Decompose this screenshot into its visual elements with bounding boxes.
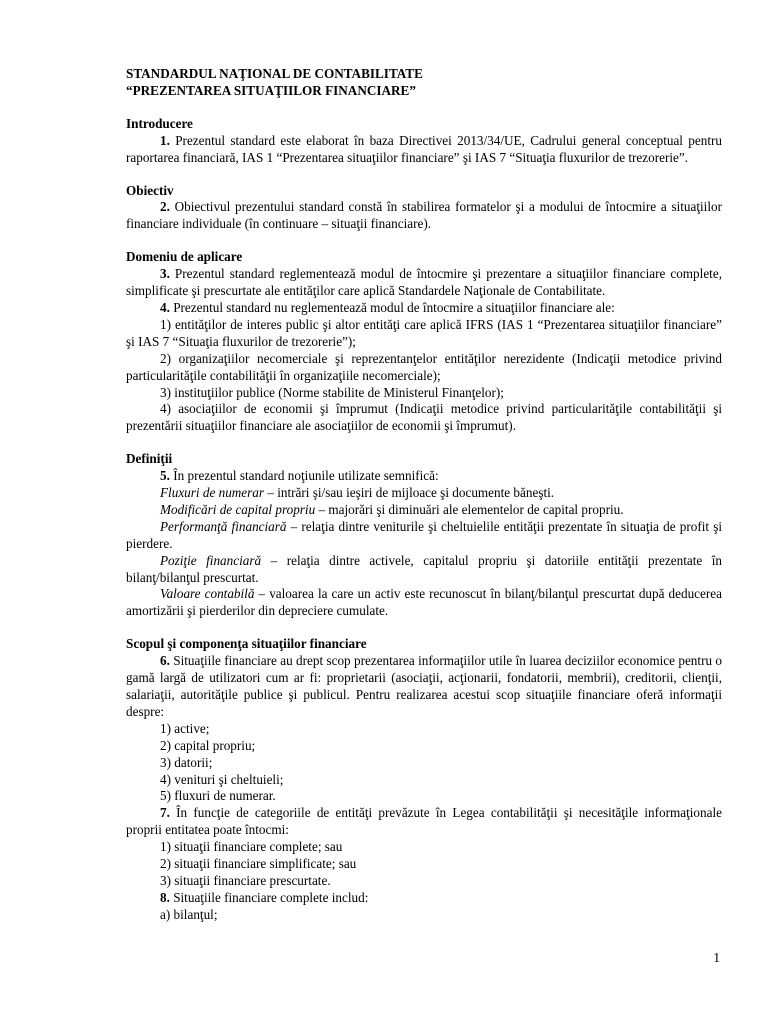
list-item: 3) situaţii financiare prescurtate. [160,872,331,888]
list-item: 4) asociaţiilor de economii şi împrumut (Indicaţii metodice privind particularităţile contabilităţii şi prezentării situaţiilor financiare ale asociaţiilor de economii şi împrumut). [126,401,722,434]
list-item: 1) entităţilor de interes public şi altor entităţi care aplică IFRS (IAS 1 “Prezentarea situaţiilor financiare” şi IAS 7 “Situaţia fluxurilor de trezorerie”); [126,316,722,349]
heading-scop: Scopul şi componenţa situaţiilor financiare [126,636,367,652]
paragraph-text: Obiectivul prezentului standard constă în stabilirea formatelor şi a modului de întocmire a situaţiilor financiare individuale (în continuare – situaţii financiare). [126,199,722,232]
paragraph-3 [126,266,722,300]
paragraph-number: 2. [160,199,170,215]
definition-term: Valoare contabilă [160,586,255,602]
list-item: 2) organizaţiilor necomerciale şi reprezentanţelor entităţilor nerezidente (Indicaţii metodice privind particularităţile contabilităţii în organizaţiile necomerciale); [126,350,722,383]
definition-term: Performanţă financiară [160,518,287,534]
heading-introducere: Introducere [126,115,193,131]
list-item: a) bilanţul; [160,906,218,922]
paragraph-number: 4. [160,299,170,315]
list-item: 2) situaţii financiare simplificate; sau [160,856,357,872]
paragraph-7 [126,805,722,839]
document-title-line2: “PREZENTAREA SITUAŢIILOR FINANCIARE” [126,82,416,98]
definition-term: Modificări de capital propriu [160,501,316,517]
definition-text: – valoarea la care un activ este recunoscut în bilanţ/bilanţul prescurtat după deducerea amortizării şi pierderilor din depreciere cumulate. [126,586,722,619]
paragraph-text: În prezentul standard noţiunile utilizate semnifică: [169,468,439,484]
page-number: 1 [713,950,720,965]
list-item: 2) capital propriu; [160,737,256,753]
definition-text: – relaţia dintre activele, capitalul propriu şi datoriile entităţii prezentate în bilanţ/bilanţul prescurtat. [126,552,722,585]
paragraph-2 [126,199,722,233]
list-item: 1) situaţii financiare complete; sau [160,839,343,855]
paragraph-number: 6. [160,653,170,669]
heading-definitii: Definiţii [126,451,173,467]
paragraph-text: Situaţiile financiare complete includ: [169,889,369,905]
paragraph-number: 8. [160,889,170,905]
paragraph-text: În funcţie de categoriile de entităţi prevăzute în Legea contabilităţii şi necesităţile informaţionale proprii entitatea poate întocmi: [126,805,722,838]
definition-item [126,519,722,553]
list-item: 4) venituri şi cheltuieli; [160,771,284,787]
paragraph-number: 5. [160,468,170,484]
definition-item [126,485,722,502]
definition-text: – intrări şi/sau ieşiri de mijloace şi documente băneşti. [264,485,555,501]
paragraph-text: Prezentul standard reglementează modul de întocmire şi prezentare a situaţiilor financiare complete, simplificate şi prescurtate ale entităţilor care aplică Standardele Naţionale de Contabilitate. [126,266,722,299]
paragraph-text: Prezentul standard este elaborat în baza Directivei 2013/34/UE, Cadrului general conceptual pentru raportarea financiară, IAS 1 “Prezentarea situaţiilor financiare” şi IAS 7 “Situaţia fluxurilor de trezorerie”. [126,132,722,165]
paragraph-5 [126,468,722,485]
definition-term: Fluxuri de numerar [160,485,265,501]
paragraph-text: Situaţiile financiare au drept scop prezentarea informaţiilor utile în luarea deciziilor economice pentru o gamă largă de utilizatori cum ar fi: proprietarii (asociaţii, acţionarii, fondatorii, membrii), creditorii, clienţii, salariaţii, autorităţile publice şi publicul. Pentru realizarea acestui scop situaţiile financiare oferă informaţii despre: [126,653,722,719]
definition-item [126,553,722,587]
paragraph-4 [126,300,722,317]
list-item: 1) active; [160,720,210,736]
definition-item [126,586,722,620]
heading-domeniu: Domeniu de aplicare [126,249,243,265]
paragraph-8 [126,890,722,907]
document-page [126,66,722,924]
paragraph-number: 3. [160,266,170,282]
definition-item [126,502,722,519]
paragraph-text: Prezentul standard nu reglementează modul de întocmire a situaţiilor financiare ale: [169,299,615,315]
document-title-line1: STANDARDUL NAŢIONAL DE CONTABILITATE [126,66,423,81]
list-item: 5) fluxuri de numerar. [160,788,276,804]
heading-obiectiv: Obiectiv [126,182,174,198]
definition-text: – relaţia dintre veniturile şi cheltuielile entităţii prezentate în situaţia de profit şi pierdere. [126,518,722,551]
paragraph-number: 1. [160,132,170,148]
definition-term: Poziţie financiară [160,552,262,568]
paragraph-number: 7. [160,805,170,821]
paragraph-6 [126,653,722,721]
list-item: 3) instituţiilor publice (Norme stabilite de Ministerul Finanţelor); [160,384,504,400]
list-item: 3) datorii; [160,754,213,770]
paragraph-1 [126,133,722,167]
definition-text: – majorări şi diminuări ale elementelor de capital propriu. [315,501,624,517]
